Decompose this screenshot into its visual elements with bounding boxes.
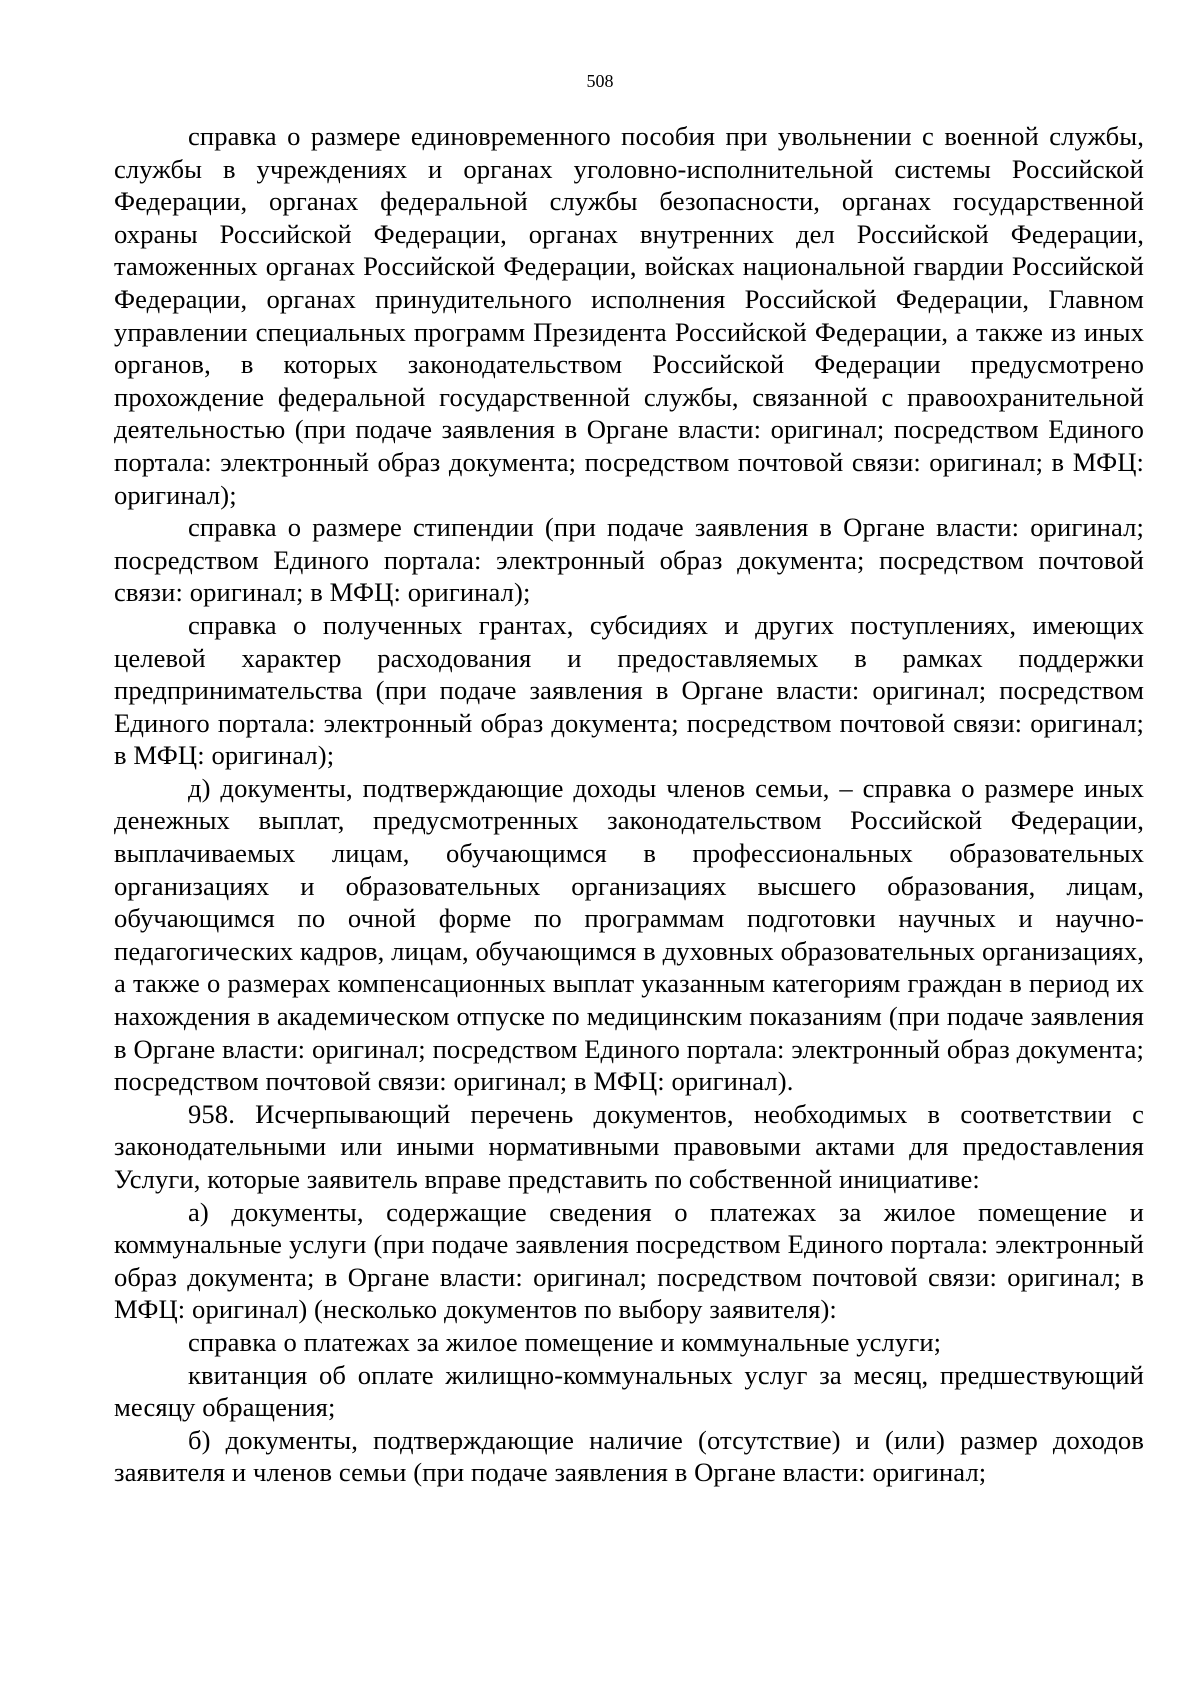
- page-number: 508: [586, 71, 614, 91]
- paragraph-scholarship-certificate: справка о размере стипендии (при подаче заявления в Органе власти: оригинал; посредством Единого портала: электронный образ документа; посредством почтовой связи: оригинал; в МФЦ: оригинал);: [114, 512, 1144, 608]
- paragraph-section-958: 958. Исчерпывающий перечень документов, необходимых в соответствии с законодательными или иными нормативными правовыми актами для предоставления Услуги, которые заявитель вправе представить по собственной инициативе:: [114, 1098, 1144, 1194]
- document-body: [114, 120, 1144, 1489]
- paragraph-income-documents: б) документы, подтверждающие наличие (отсутствие) и (или) размер доходов заявителя и членов семьи (при подаче заявления в Органе власти: оригинал;: [114, 1424, 1144, 1488]
- paragraph-lump-sum-allowance-certificate: справка о размере единовременного пособия при увольнении с военной службы, службы в учреждениях и органах уголовно-исполнительной системы Российской Федерации, органах федеральной службы безопасности, органах государственной охраны Российской Федерации, органах внутренних дел Российской Федерации, таможенных органах Российской Федерации, войсках национальной гвардии Российской Федерации, органах принудительного исполнения Российской Федерации, Главном управлении специальных программ Президента Российской Федерации, а также из иных органов, в которых законодательством Российской Федерации предусмотрено прохождение федеральной государственной службы, связанной с правоохранительной деятельностью (при подаче заявления в Органе власти: оригинал; посредством Единого портала: электронный образ документа; посредством почтовой связи: оригинал; в МФЦ: оригинал);: [114, 121, 1144, 510]
- paragraph-housing-payments-documents: а) документы, содержащие сведения о платежах за жилое помещение и коммунальные услуги (при подаче заявления посредством Единого портала: электронный образ документа; в Органе власти: оригинал; посредством почтовой связи: оригинал; в МФЦ: оригинал) (несколько документов по выбору заявителя):: [114, 1196, 1144, 1325]
- paragraph-family-income-documents: д) документы, подтверждающие доходы членов семьи, – справка о размере иных денежных выплат, предусмотренных законодательством Российской Федерации, выплачиваемых лицам, обучающимся в профессиональных образовательных организациях и образовательных организациях высшего образования, лицам, обучающимся по очной форме по программам подготовки научных и научно-педагогических кадров, лицам, обучающимся в духовных образовательных организациях, а также о размерах компенсационных выплат указанным категориям граждан в период их нахождения в академическом отпуске по медицинским показаниям (при подаче заявления в Органе власти: оригинал; посредством Единого портала: электронный образ документа; посредством почтовой связи: оригинал; в МФЦ: оригинал).: [114, 772, 1144, 1097]
- paragraph-utility-receipt: квитанция об оплате жилищно-коммунальных услуг за месяц, предшествующий месяцу обращения;: [114, 1359, 1144, 1423]
- paragraph-grants-certificate: справка о полученных грантах, субсидиях и других поступлениях, имеющих целевой характер расходования и предоставляемых в рамках поддержки предпринимательства (при подаче заявления в Органе власти: оригинал; посредством Единого портала: электронный образ документа; посредством почтовой связи: оригинал; в МФЦ: оригинал);: [114, 609, 1144, 771]
- paragraph-housing-payments-certificate: справка о платежах за жилое помещение и коммунальные услуги;: [188, 1326, 942, 1357]
